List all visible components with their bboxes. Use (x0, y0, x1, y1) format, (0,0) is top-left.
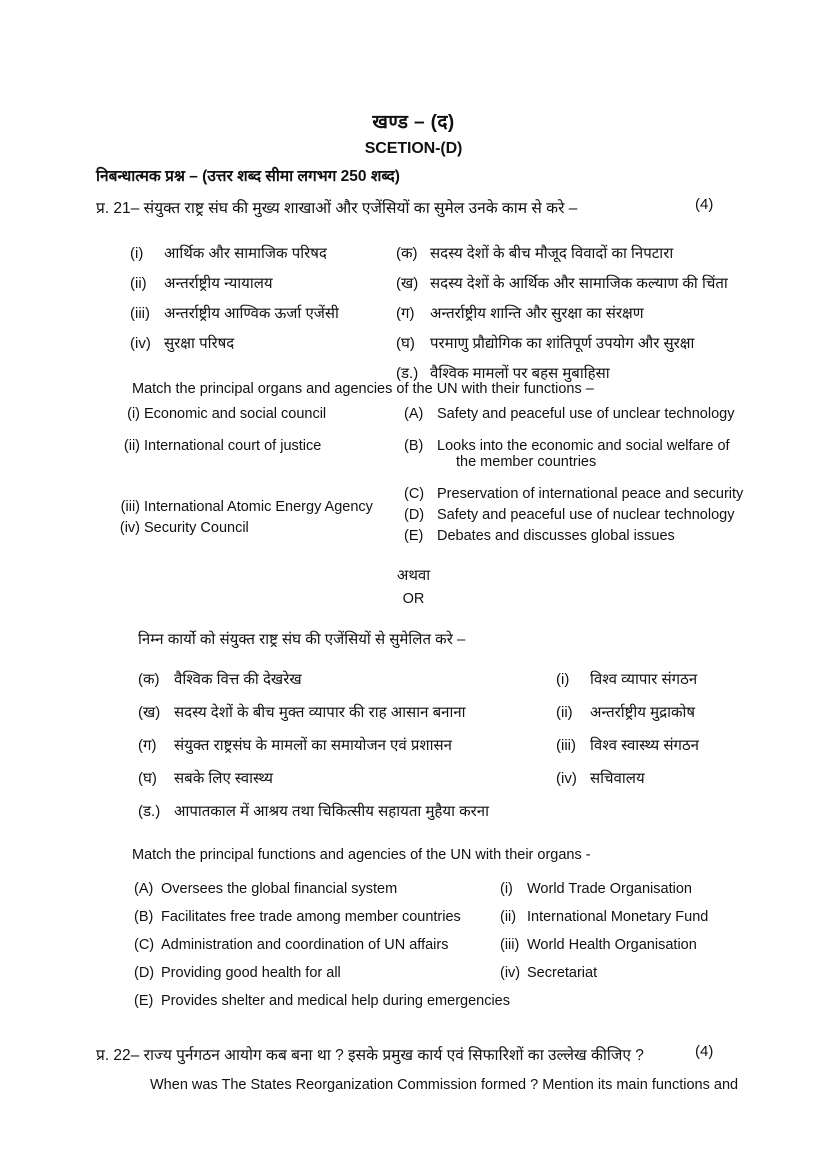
item-text-continuation: the member countries (456, 454, 597, 470)
q21-english-right-column (404, 406, 743, 544)
item-label: (iii) (556, 737, 576, 754)
alt-hindi-left-column (138, 663, 489, 828)
item-text: आर्थिक और सामाजिक परिषद (164, 245, 327, 262)
list-item (134, 875, 510, 903)
item-label: (D) (404, 507, 425, 523)
item-text: Debates and discusses global issues (437, 528, 675, 544)
item-text: Safety and peaceful use of unclear technology (437, 406, 735, 422)
list-item (134, 959, 510, 987)
item-label: (ख) (396, 275, 419, 292)
alt-hindi-instruction: निम्न कार्यो को संयुक्त राष्ट्र संघ की एजेंसियों से सुमेलित करे – (138, 631, 466, 648)
item-text: अन्तर्राष्ट्रीय न्यायालय (164, 275, 273, 292)
list-item (396, 299, 728, 329)
list-item (130, 329, 339, 359)
alt-english-instruction: Match the principal functions and agencies of the UN with their organs - (132, 847, 591, 863)
item-label: (i) (556, 671, 570, 688)
question-21-prompt: प्र. 21– संयुक्त राष्ट्र संघ की मुख्य शाखाओं और एजेंसियों का सुमेल उनके काम से करे – (96, 200, 578, 217)
list-item (130, 239, 339, 269)
list-item (404, 438, 743, 454)
item-label: (iv) (556, 770, 577, 787)
item-label: (E) (134, 993, 154, 1009)
item-text: Secretariat (527, 965, 598, 981)
list-item (404, 507, 743, 523)
section-heading-hindi: खण्ड – (द) (372, 112, 455, 133)
list-item (138, 729, 489, 762)
item-text: Providing good health for all (161, 965, 341, 981)
item-label: (ग) (138, 737, 157, 754)
list-item (396, 329, 728, 359)
list-item (500, 931, 708, 959)
q21-hindi-right-column (396, 239, 728, 389)
list-item (404, 528, 743, 544)
item-text: International Atomic Energy Agency (144, 499, 373, 515)
item-label: (क) (138, 671, 160, 688)
item-text: वैश्विक वित्त की देखरेख (174, 671, 302, 688)
item-text: Looks into the economic and social welfare of (437, 438, 730, 454)
item-text: विश्व व्यापार संगठन (590, 671, 698, 688)
item-label: (i) (130, 245, 144, 262)
item-label: (क) (396, 245, 418, 262)
alternative-label-hindi: अथवा (396, 567, 431, 584)
item-text: Administration and coordination of UN affairs (161, 937, 449, 953)
item-label: (iv) (130, 335, 151, 352)
q21-english-left-column (108, 406, 373, 536)
item-label: (B) (404, 438, 424, 454)
list-item (556, 762, 699, 795)
list-item (134, 931, 510, 959)
list-item (108, 499, 373, 515)
question-21-marks: (4) (695, 196, 714, 213)
item-label: (C) (134, 937, 155, 953)
section-heading-english: SCETION-(D) (364, 140, 463, 157)
list-item (500, 959, 708, 987)
list-item (500, 875, 708, 903)
list-item (138, 795, 489, 828)
list-item (404, 486, 743, 502)
item-label: (iv) (119, 520, 140, 536)
item-label: (ड.) (138, 803, 161, 820)
item-label: (iii) (500, 937, 520, 953)
item-text: सदस्य देशों के बीच मुक्त व्यापार की राह आसान बनाना (174, 704, 466, 721)
item-label: (B) (134, 909, 154, 925)
item-text: World Health Organisation (527, 937, 697, 953)
list-item (556, 663, 699, 696)
item-label: (ख) (138, 704, 161, 721)
question-22-prompt-english: When was The States Reorganization Commission formed ? Mention its main functions and (150, 1077, 739, 1093)
item-label: (iii) (130, 305, 150, 322)
list-item (108, 438, 373, 454)
list-item (108, 406, 373, 422)
list-item (396, 239, 728, 269)
alt-english-left-column (134, 875, 510, 1015)
item-text: Provides shelter and medical help during emergencies (161, 993, 510, 1009)
list-item (556, 696, 699, 729)
item-text: Security Council (144, 520, 249, 536)
q21-hindi-left-column (130, 239, 339, 359)
item-text: Economic and social council (144, 406, 327, 422)
list-item (500, 903, 708, 931)
list-item (396, 269, 728, 299)
item-label: (ग) (396, 305, 415, 322)
alt-hindi-right-column (556, 663, 699, 795)
item-text: सदस्य देशों के बीच मौजूद विवादों का निपटारा (430, 245, 674, 262)
item-text: आपातकाल में आश्रय तथा चिकित्सीय सहायता मुहैया करना (174, 803, 490, 820)
item-text: सबके लिए स्वास्थ्य (174, 770, 273, 787)
item-label: (घ) (396, 335, 415, 352)
list-item (134, 987, 510, 1015)
alternative-label-english: OR (402, 591, 425, 607)
item-text: अन्तर्राष्ट्रीय आण्विक ऊर्जा एजेंसी (164, 305, 339, 322)
item-label: (i) (500, 881, 513, 897)
item-text: संयुक्त राष्ट्रसंघ के मामलों का समायोजन एवं प्रशासन (174, 737, 452, 754)
item-label: (iv) (500, 965, 521, 981)
list-item (404, 406, 743, 422)
item-label: (iii) (120, 499, 140, 515)
item-text: Oversees the global financial system (161, 881, 398, 897)
list-item (556, 729, 699, 762)
q21-english-instruction: Match the principal organs and agencies of the UN with their functions – (132, 381, 594, 397)
item-text: सदस्य देशों के आर्थिक और सामाजिक कल्याण की चिंता (430, 275, 728, 292)
item-label: (A) (404, 406, 424, 422)
item-label: (A) (134, 881, 154, 897)
item-label: (ड.) (396, 365, 419, 382)
list-item (138, 663, 489, 696)
item-label: (C) (404, 486, 425, 502)
item-text: Safety and peaceful use of nuclear technology (437, 507, 735, 523)
item-label: (i) (127, 406, 140, 422)
question-22-marks: (4) (695, 1043, 714, 1060)
list-item (134, 903, 510, 931)
item-text: वैश्विक मामलों पर बहस मुबाहिसा (430, 365, 610, 382)
item-text: International court of justice (144, 438, 322, 454)
list-item (108, 520, 373, 536)
item-text: परमाणु प्रौद्योगिक का शांतिपूर्ण उपयोग और सुरक्षा (430, 335, 695, 352)
subsection-heading: निबन्धात्मक प्रश्न – (उत्तर शब्द सीमा लगभग 250 शब्द) (96, 168, 400, 185)
item-text: विश्व स्वास्थ्य संगठन (590, 737, 699, 754)
item-label: (ii) (556, 704, 573, 721)
item-label: (E) (404, 528, 424, 544)
item-label: (ii) (130, 275, 147, 292)
question-22-prompt: प्र. 22– राज्य पुर्नगठन आयोग कब बना था ? इसके प्रमुख कार्य एवं सिफारिशों का उल्लेख कीजिए ? (96, 1047, 644, 1064)
alt-english-right-column (500, 875, 708, 987)
item-text: सचिवालय (590, 770, 645, 787)
item-label: (D) (134, 965, 155, 981)
item-label: (घ) (138, 770, 157, 787)
item-text: सुरक्षा परिषद (164, 335, 235, 352)
list-item (130, 299, 339, 329)
list-item (130, 269, 339, 299)
list-item (138, 696, 489, 729)
item-text: World Trade Organisation (527, 881, 692, 897)
item-text: Facilitates free trade among member countries (161, 909, 461, 925)
item-label: (ii) (123, 438, 140, 454)
item-label: (ii) (500, 909, 517, 925)
item-text: Preservation of international peace and security (437, 486, 744, 502)
item-text: International Monetary Fund (527, 909, 709, 925)
list-item (138, 762, 489, 795)
item-text: अन्तर्राष्ट्रीय मुद्राकोष (590, 704, 696, 721)
item-text: अन्तर्राष्ट्रीय शान्ति और सुरक्षा का संरक्षण (430, 305, 644, 322)
